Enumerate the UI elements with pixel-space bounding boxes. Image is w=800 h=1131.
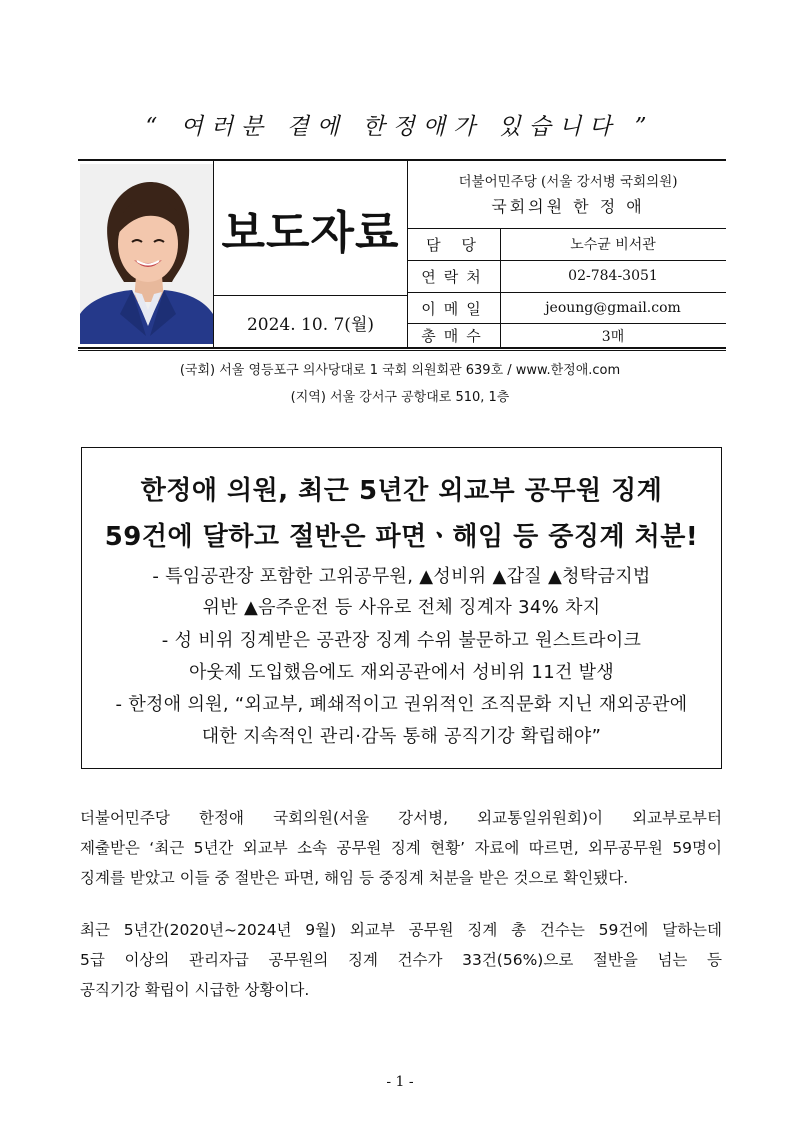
header-divider-2: [407, 160, 408, 348]
contact-label-pages: 총매수: [421, 327, 489, 345]
body-p2-line-3: 공직기강 확립이 시급한 상황이다.: [80, 981, 310, 999]
subheadline-line-4: 아웃제 도입했음에도 재외공관에서 성비위 11건 발생: [188, 662, 615, 683]
body-p1-line-1: 더불어민주당 한정애 국회의원(서울 강서병, 외교통일위원회)이 외교부로부터: [80, 809, 722, 827]
member-name: 국회의원 한 정 애: [491, 197, 645, 216]
body-paragraph-2: [80, 915, 722, 1005]
member-photo: [80, 164, 213, 344]
party-affiliation: 더불어민주당 (서울 강서병 국회의원): [458, 174, 678, 190]
body-p2-line-1: 최근 5년간(2020년~2024년 9월) 외교부 공무원 징계 총 건수는 59건에 달하는데: [80, 921, 722, 939]
body-p1-line-2: 제출받은 ‘최근 5년간 외교부 소속 공무원 징계 현황’ 자료에 따르면, 외무공무원 59명이: [80, 839, 722, 857]
subheadline-line-1: - 특임공관장 포함한 고위공무원, ▲성비위 ▲갑질 ▲청탁금지법: [152, 566, 651, 587]
address-national: (국회) 서울 영등포구 의사당대로 1 국회 의원회관 639호 / www.한정애.com: [179, 363, 621, 378]
headline-box: [81, 447, 722, 769]
release-date: 2024. 10. 7(월): [246, 314, 374, 335]
body-p1-line-3: 징계를 받았고 이들 중 절반은 파면, 해임 등 중징계 처분을 받은 것으로 확인됐다.: [80, 869, 629, 887]
subheadline-line-5: - 한정애 의원, “외교부, 폐쇄적이고 권위적인 조직문화 지닌 재외공관에: [115, 694, 688, 715]
headline-line-1: 한정애 의원, 최근 5년간 외교부 공무원 징계: [140, 476, 663, 506]
body-paragraph-1: [80, 803, 722, 893]
subheadline-line-2: 위반 ▲음주운전 등 사유로 전체 징계자 34% 차지: [202, 597, 601, 618]
page-number: - 1 -: [386, 1074, 414, 1090]
contact-label-phone: 연락처: [421, 267, 489, 286]
address-local: (지역) 서울 강서구 공항대로 510, 1층: [290, 390, 510, 405]
press-release-title: 보도자료: [221, 205, 400, 259]
header-bottom-rule-2: [78, 350, 726, 351]
contact-value-pages: 3매: [601, 328, 625, 345]
slogan: “ 여러분 곁에 한정애가 있습니다 ”: [145, 114, 655, 140]
contact-label-manager: 담 당: [426, 235, 484, 254]
contact-value-manager: 노수균 비서관: [570, 237, 656, 253]
contact-value-email: jeoung@gmail.com: [545, 300, 681, 316]
subheadline-line-3: - 성 비위 징계받은 공관장 징계 수위 불문하고 원스트라이크: [161, 630, 642, 651]
headline-line-2: 59건에 달하고 절반은 파면ㆍ해임 등 중징계 처분!: [104, 522, 699, 552]
contact-label-email: 이메일: [421, 299, 489, 318]
body-p2-line-2: 5급 이상의 관리자급 공무원의 징계 건수가 33건(56%)으로 절반을 넘는 등: [80, 951, 722, 969]
contact-value-phone: 02-784-3051: [568, 268, 658, 284]
subheadline-line-6: 대한 지속적인 관리·감독 통해 공직기강 확립해야”: [201, 726, 602, 747]
